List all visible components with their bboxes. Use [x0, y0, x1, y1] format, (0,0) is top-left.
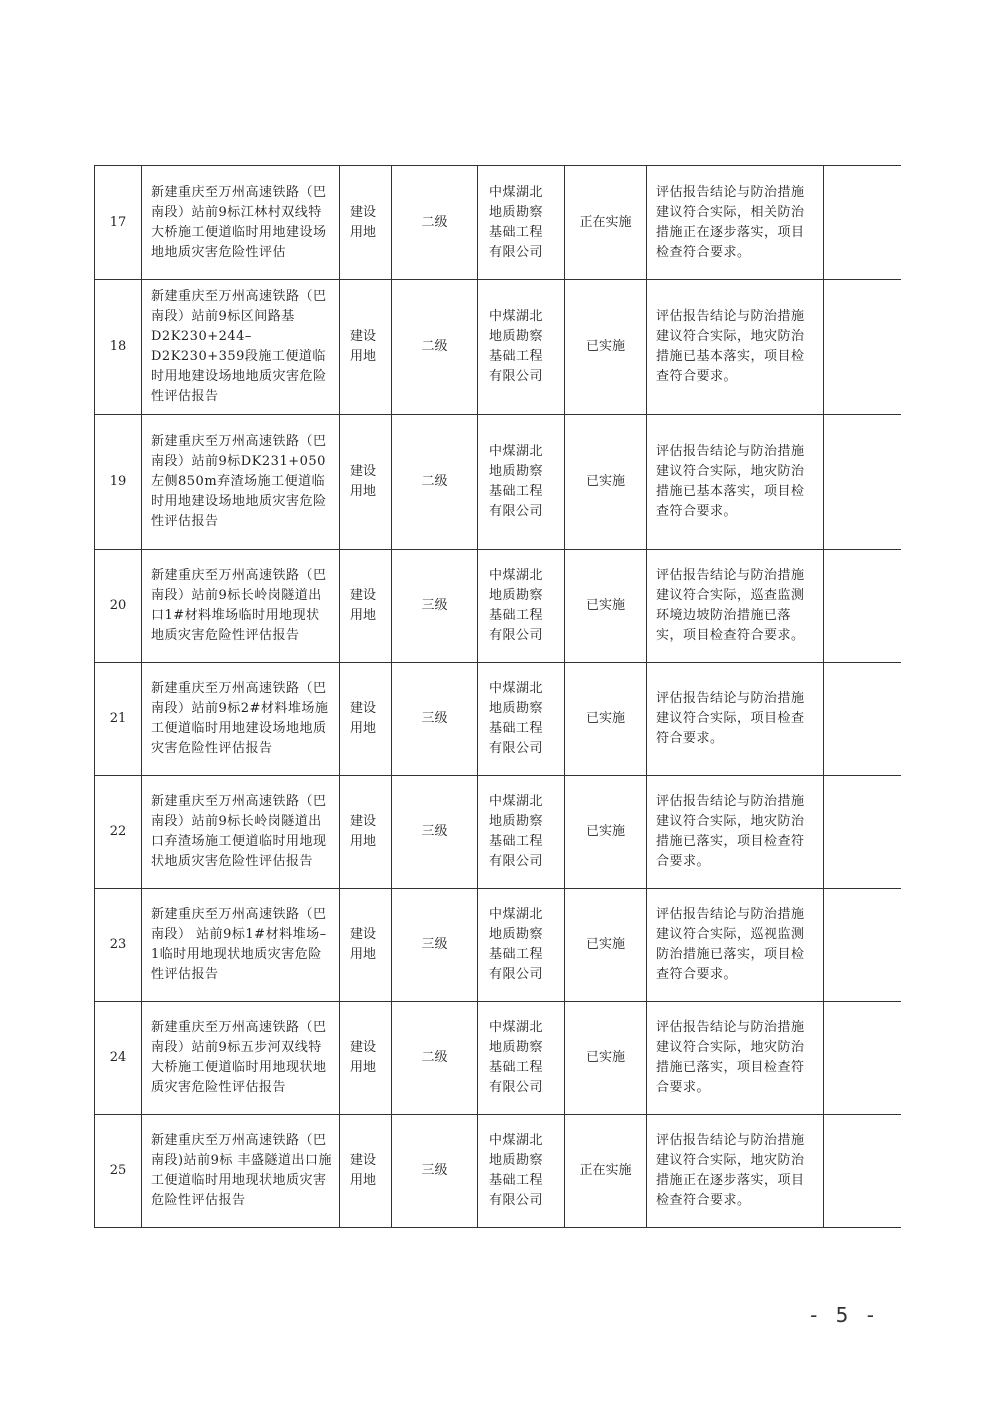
project-name: 新建重庆至万州高速铁路（巴南段)站前9标 丰盛隧道出口施工便道临时用地现状地质灾害危险性评估报告 — [142, 1115, 340, 1228]
org-line: 中煤湖北 — [489, 1020, 544, 1035]
org-line: 有限公司 — [489, 244, 544, 260]
assessment-level: 二级 — [392, 166, 478, 280]
org-line: 基础工程 — [489, 947, 544, 962]
land-type — [340, 280, 392, 415]
project-name: 新建重庆至万州高速铁路（巴南段）站前9标长岭岗隧道出口弃渣场施工便道临时用地现状地质灾害危险性评估报告 — [142, 776, 340, 889]
org-line: 地质勘察 — [489, 464, 544, 479]
table-row — [95, 1002, 901, 1115]
remark-cell — [824, 415, 901, 550]
project-name: 新建重庆至万州高速铁路（巴南段）站前9标2#材料堆场施工便道临时用地建设场地地质灾害危险性评估报告 — [142, 663, 340, 776]
row-number: 21 — [95, 663, 142, 776]
org-line: 地质勘察 — [489, 329, 544, 344]
org-line: 有限公司 — [489, 967, 544, 982]
org-line: 中煤湖北 — [489, 1133, 544, 1148]
implementation-status: 已实施 — [565, 889, 647, 1002]
land-type-line: 建设 — [350, 701, 377, 716]
org-line: 有限公司 — [489, 741, 544, 756]
project-name: 新建重庆至万州高速铁路（巴南段）站前9标五步河双线特大桥施工便道临时用地现状地质灾害危险性评估报告 — [142, 1002, 340, 1115]
row-number: 20 — [95, 550, 142, 663]
remark-cell — [824, 1002, 901, 1115]
land-type-line: 用地 — [350, 1173, 377, 1188]
table-row — [95, 776, 901, 889]
land-type — [340, 776, 392, 889]
org-line: 地质勘察 — [489, 814, 544, 829]
org-line: 中煤湖北 — [489, 681, 544, 696]
land-type-line: 用地 — [350, 834, 377, 849]
inspection-conclusion: 评估报告结论与防治措施建议符合实际，地灾防治措施已基本落实，项目检查符合要求。 — [647, 280, 824, 415]
page-number: - 5 - — [810, 1303, 880, 1327]
row-number: 23 — [95, 889, 142, 1002]
table-row — [95, 280, 901, 415]
assessment-org — [478, 776, 565, 889]
land-type-line: 建设 — [350, 204, 377, 220]
remark-cell — [824, 663, 901, 776]
implementation-status: 正在实施 — [565, 1115, 647, 1228]
row-number: 22 — [95, 776, 142, 889]
land-type — [340, 1115, 392, 1228]
inspection-conclusion: 评估报告结论与防治措施建议符合实际，项目检查符合要求。 — [647, 663, 824, 776]
org-line: 基础工程 — [489, 608, 544, 623]
org-line: 有限公司 — [489, 504, 544, 519]
assessment-org — [478, 1002, 565, 1115]
table-row — [95, 1115, 901, 1228]
assessment-level: 三级 — [392, 889, 478, 1002]
row-number: 18 — [95, 280, 142, 415]
org-line: 中煤湖北 — [489, 907, 544, 922]
inspection-conclusion: 评估报告结论与防治措施建议符合实际，巡查监测环境边坡防治措施已落实，项目检查符合要求。 — [647, 550, 824, 663]
org-line: 地质勘察 — [489, 204, 544, 220]
assessment-org — [478, 166, 565, 280]
land-type-line: 用地 — [350, 608, 377, 623]
remark-cell — [824, 1115, 901, 1228]
land-type — [340, 889, 392, 1002]
org-line: 有限公司 — [489, 369, 544, 384]
assessment-org — [478, 415, 565, 550]
table-row — [95, 663, 901, 776]
row-number: 25 — [95, 1115, 142, 1228]
implementation-status: 已实施 — [565, 776, 647, 889]
org-line: 有限公司 — [489, 1193, 544, 1208]
land-type-line: 建设 — [350, 814, 377, 829]
table-row — [95, 550, 901, 663]
org-line: 有限公司 — [489, 1080, 544, 1095]
project-name: 新建重庆至万州高速铁路（巴南段）站前9标江林村双线特大桥施工便道临时用地建设场地地质灾害危险性评估 — [142, 166, 340, 280]
assessment-level: 二级 — [392, 1002, 478, 1115]
land-type-line: 用地 — [350, 224, 377, 240]
implementation-status: 正在实施 — [565, 166, 647, 280]
org-line: 基础工程 — [489, 224, 544, 240]
assessment-level: 二级 — [392, 280, 478, 415]
org-line: 中煤湖北 — [489, 309, 544, 324]
org-line: 地质勘察 — [489, 927, 544, 942]
land-type-line: 建设 — [350, 1153, 377, 1168]
implementation-status: 已实施 — [565, 415, 647, 550]
table-row — [95, 415, 901, 550]
inspection-conclusion: 评估报告结论与防治措施建议符合实际，地灾防治措施已落实，项目检查符合要求。 — [647, 1002, 824, 1115]
land-type-line: 用地 — [350, 721, 377, 736]
org-line: 基础工程 — [489, 349, 544, 364]
land-type — [340, 550, 392, 663]
implementation-status: 已实施 — [565, 550, 647, 663]
assessment-org — [478, 550, 565, 663]
row-number: 24 — [95, 1002, 142, 1115]
project-name: 新建重庆至万州高速铁路（巴南段）站前9标DK231+050左侧850m弃渣场施工便道临时用地建设场地地质灾害危险性评估报告 — [142, 415, 340, 550]
assessment-level: 三级 — [392, 550, 478, 663]
table-body — [95, 166, 901, 1228]
assessment-level: 三级 — [392, 663, 478, 776]
land-type-line: 用地 — [350, 947, 377, 962]
row-number: 17 — [95, 166, 142, 280]
org-line: 中煤湖北 — [489, 568, 544, 583]
land-type-line: 建设 — [350, 1040, 377, 1055]
org-line: 基础工程 — [489, 1173, 544, 1188]
assessment-level: 二级 — [392, 415, 478, 550]
org-line: 地质勘察 — [489, 1153, 544, 1168]
land-type-line: 建设 — [350, 927, 377, 942]
land-type-line: 建设 — [350, 464, 377, 479]
assessment-level: 三级 — [392, 776, 478, 889]
org-line: 基础工程 — [489, 1060, 544, 1075]
row-number: 19 — [95, 415, 142, 550]
org-line: 基础工程 — [489, 484, 544, 499]
land-type-line: 用地 — [350, 349, 377, 364]
remark-cell — [824, 889, 901, 1002]
implementation-status: 已实施 — [565, 663, 647, 776]
assessment-org — [478, 663, 565, 776]
org-line: 有限公司 — [489, 628, 544, 643]
inspection-conclusion: 评估报告结论与防治措施建议符合实际，地灾防治措施正在逐步落实，项目检查符合要求。 — [647, 1115, 824, 1228]
project-name: 新建重庆至万州高速铁路（巴南段） 站前9标1#材料堆场–1临时用地现状地质灾害危险性评估报告 — [142, 889, 340, 1002]
org-line: 中煤湖北 — [489, 794, 544, 809]
org-line: 地质勘察 — [489, 1040, 544, 1055]
assessment-level: 三级 — [392, 1115, 478, 1228]
land-type-line: 用地 — [350, 1060, 377, 1075]
land-type-line: 建设 — [350, 588, 377, 603]
land-type — [340, 415, 392, 550]
land-type — [340, 166, 392, 280]
org-line: 中煤湖北 — [489, 184, 544, 200]
inspection-conclusion: 评估报告结论与防治措施建议符合实际，巡视监测防治措施已落实，项目检查符合要求。 — [647, 889, 824, 1002]
implementation-status: 已实施 — [565, 280, 647, 415]
land-type-line: 用地 — [350, 484, 377, 499]
assessment-org — [478, 889, 565, 1002]
remark-cell — [824, 166, 901, 280]
inspection-conclusion: 评估报告结论与防治措施建议符合实际，地灾防治措施已落实，项目检查符合要求。 — [647, 776, 824, 889]
remark-cell — [824, 550, 901, 663]
table-row — [95, 166, 901, 280]
org-line: 中煤湖北 — [489, 444, 544, 459]
org-line: 基础工程 — [489, 834, 544, 849]
project-name: 新建重庆至万州高速铁路（巴南段）站前9标区间路基D2K230+244–D2K230+359段施工便道临时用地建设场地地质灾害危险性评估报告 — [142, 280, 340, 415]
org-line: 地质勘察 — [489, 701, 544, 716]
assessment-table — [94, 165, 901, 1228]
implementation-status: 已实施 — [565, 1002, 647, 1115]
org-line: 地质勘察 — [489, 588, 544, 603]
land-type — [340, 663, 392, 776]
land-type — [340, 1002, 392, 1115]
table-row — [95, 889, 901, 1002]
project-name: 新建重庆至万州高速铁路（巴南段）站前9标长岭岗隧道出口1#材料堆场临时用地现状地质灾害危险性评估报告 — [142, 550, 340, 663]
org-line: 基础工程 — [489, 721, 544, 736]
land-type-line: 建设 — [350, 329, 377, 344]
org-line: 有限公司 — [489, 854, 544, 869]
assessment-org — [478, 280, 565, 415]
remark-cell — [824, 280, 901, 415]
inspection-conclusion: 评估报告结论与防治措施建议符合实际，地灾防治措施已基本落实，项目检查符合要求。 — [647, 415, 824, 550]
remark-cell — [824, 776, 901, 889]
inspection-conclusion: 评估报告结论与防治措施建议符合实际，相关防治措施正在逐步落实，项目检查符合要求。 — [647, 166, 824, 280]
assessment-org — [478, 1115, 565, 1228]
